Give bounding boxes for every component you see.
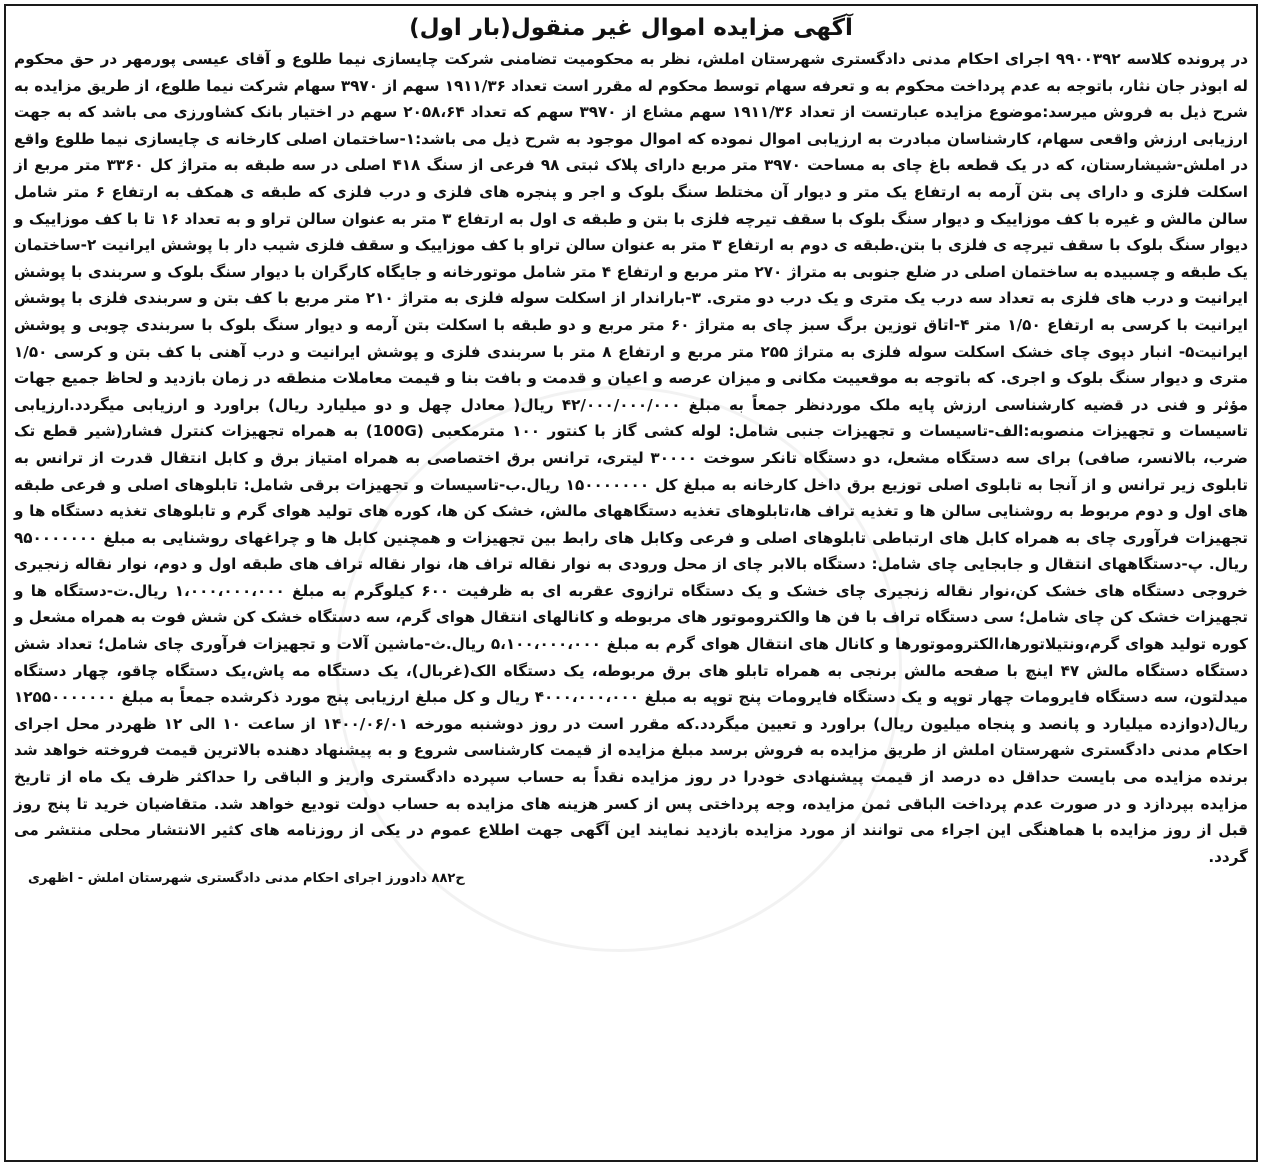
auction-notice [4,4,1258,1162]
notice-title: آگهی مزایده اموال غیر منقول(بار اول) [409,15,853,41]
notice-body: در پرونده کلاسه ۹۹۰۰۳۹۲ اجرای احکام مدنی دادگستری شهرستان املش، نظر به محکومیت تضامنی شرکت چایسازی نیما طلوع و آقای عیسی پورمهر در حق محکوم له ابوذر جان نثار، باتوجه به عدم پرداخت محکوم به و تعرفه سهام توسط محکوم له مقرر است تعداد ۱۹۱۱/۳۶ سهم از ۳۹۷۰ سهام شرکت نیما طلوع، از طریق مزایده به شرح ذیل به فروش میرسد:موضوع مزایده عبارتست از تعداد ۱۹۱۱/۳۶ سهم مشاع از ۳۹۷۰ سهم که تعداد ۲۰۵۸،۶۴ سهم در اختیار بانک کشاورزی می باشد که به جهت ارزیابی ارزش واقعی سهام، کارشناسان مبادرت به ارزیابی اموال نموده که اموال موجود به شرح ذیل می باشد:۱-ساختمان اصلی کارخانه ی چایسازی نیما طلوع واقع در املش-شیشارستان، که در یک قطعه باغ چای به مساحت ۳۹۷۰ متر مربع دارای پلاک ثبتی ۹۸ فرعی از سنگ ۴۱۸ اصلی در سه طبقه به متراژ کل ۳۳۶۰ متر مربع از اسکلت فلزی و دارای پی بتن آرمه به ارتفاع یک متر و دیوار آن مختلط سنگ بلوک و اجر و پنجره های فلزی و درب فلزی که طبقه ی همکف به ارتفاع ۶ متر شامل سالن مالش و غیره با کف موزاییک و دیوار سنگ بلوک با سقف تیرچه فلزی با بتن و طبقه ی اول به ارتفاع ۳ متر به عنوان سالن تراو و به تعداد ۱۶ تا با کف موزاییک و دیوار سنگ بلوک با سقف تیرچه ی فلزی با بتن.طبقه ی دوم به ارتفاع ۳ متر به عنوان سالن تراو با کف موزاییک و سقف فلزی شیب دار با پوشش ایرانیت ۲-ساختمان یک طبقه و چسبیده به ساختمان اصلی در ضلع جنوبی به متراژ ۲۷۰ متر مربع و ارتفاع ۴ متر شامل موتورخانه و جایگاه کارگران با دیوار سنگ بلوک و سربندی با پوشش ایرانیت و درب های فلزی به تعداد سه درب یک متری و یک درب دو متری. ۳-باراندار از اسکلت سوله فلزی به متراژ ۲۱۰ متر مربع با کف بتن و سربندی فلزی با پوشش ایرانیت با کرسی به ارتفاع ۱/۵۰ متر ۴-اتاق توزین برگ سبز چای به متراژ ۶۰ متر مربع و دو طبقه با اسکلت بتن آرمه و دیوار سنگ بلوک با سربندی چوبی و پوشش ایرانیت۵- انبار دپوی چای خشک اسکلت سوله فلزی به متراژ ۲۵۵ متر مربع و ارتفاع ۸ متر با سربندی فلزی و پوشش ایرانیت و درب آهنی با کف بتن و کرسی ۱/۵۰ متری و دیوار سنگ بلوک و اجری. که باتوجه به موقعییت مکانی و میزان عرصه و اعیان و قدمت و بافت بنا و قیمت معاملات منطقه در زمان بازدید و لحاظ جمیع جهات مؤثر و فنی در قضیه کارشناسی ارزش پایه ملک موردنظر جمعاً به مبلغ ۴۲/۰۰۰/۰۰۰/۰۰۰ ریال( معادل چهل و دو میلیارد ریال) براورد و ارزیابی میگردد.ارزیابی تاسیسات و تجهیزات منصوبه:الف-تاسیسات و تجهیزات جنبی شامل: لوله کشی گاز با کنتور ۱۰۰ مترمکعبی (100G) به همراه تجهیزات کنترل فشار(شیر قطع تک ضرب، بالانسر، صافی) برای سه دستگاه مشعل، دو دستگاه تانکر سوخت ۳۰۰۰۰ لیتری، ترانس برق اختصاصی به همراه امتیاز برق و کابل انتقال قدرت از ترانس به تابلوی زیر ترانس و از آنجا به تابلوی اصلی توزیع برق داخل کارخانه به مبلغ کل ۱۵۰۰۰۰۰۰۰ ریال.ب-تاسیسات و تجهیزات برقی شامل: تابلوهای اصلی و فرعی طبقه های اول و دوم مربوط به روشنایی سالن ها و تغذیه تراف ها،تابلوهای تغذیه دستگاههای مالش، خشک کن ها، کوره های تولید هوای گرم و تابلوهای تغذیه دستگاه ها و تجهیزات فرآوری چای به همراه کابل های ارتباطی تابلوهای اصلی و فرعی وکابل های رابط بین تجهیزات و همچنین کابل ها و چراغهای روشنایی به مبلغ ۹۵۰۰۰۰۰۰۰ ریال. پ-دستگاههای انتقال و جابجایی چای شامل: دستگاه بالابر چای از محل ورودی به نوار نقاله تراف ها، نوار نقاله تراف های طبقه اول و دوم، نوار نقاله زنجیری خروجی دستگاه های خشک کن،نوار نقاله زنجیری چای خشک و یک دستگاه ترازوی عقربه ای به ظرفیت ۶۰۰ کیلوگرم به مبلغ ۱،۰۰۰،۰۰۰،۰۰۰ ریال.ت-دستگاه ها و تجهیزات خشک کن چای شامل؛ سی دستگاه تراف با فن ها والکتروموتور های مربوطه و کانالهای انتقال هوای گرم، سه دستگاه خشک کن شش فوت به همراه مشعل و کوره تولید هوای گرم،ونتیلاتورها،الکتروموتورها و کانال های انتقال هوای گرم به مبلغ ۵،۱۰۰،۰۰۰،۰۰۰ ریال.ث-ماشین آلات و تجهیزات فرآوری چای شامل؛ تعداد شش دستگاه دستگاه مالش ۴۷ اینچ با صفحه مالش برنجی به همراه تابلو های برق مربوطه، یک دستگاه الک(غربال)، یک دستگاه مه پاش،یک دستگاه چاقو، چهار دستگاه میدلتون، سه دستگاه فایرومات چهار توپه و یک دستگاه فایرومات پنج توپه به مبلغ ۴۰۰۰،۰۰۰،۰۰۰ ریال و کل مبلغ ارزیابی پنج مورد ذکرشده جمعاً به مبلغ ۱۲۵۵۰۰۰۰۰۰۰ ریال(دوازده میلیارد و پانصد و پنجاه میلیون ریال) براورد و تعیین میگردد.که مقرر است در روز دوشنبه مورخه ۱۴۰۰/۰۶/۰۱ از ساعت ۱۰ الی ۱۲ ظهردر محل اجرای احکام مدنی دادگستری شهرستان املش از طریق مزایده به فروش برسد مبلغ مزایده از قیمت کارشناسی شروع و به پیشنهاد دهنده بالاترین قیمت فروخته خواهد شد برنده مزایده می بایست حداقل ده درصد از قیمت پیشنهادی خودرا در روز مزایده نقداً به حساب سپرده دادگستری واریز و الباقی را حداکثر ظرف یک ماه از تاریخ مزایده بپردازد و در صورت عدم پرداخت الباقی ثمن مزایده، وجه پرداختی پس از کسر هزینه های مزایده به حساب دولت تودیع خواهد شد. متقاضیان خرید تا پنج روز قبل از روز مزایده با هماهنگی این اجراء می توانند از مورد مزایده بازدید نمایند این آگهی جهت اطلاع عموم در یکی از روزنامه های کثیر الانتشار محلی منتشر می گردد. [14,50,1249,866]
notice-signature: ح۸۸۲ دادورز اجرای احکام مدنی دادگستری شهرستان املش - اظهری [28,871,465,887]
